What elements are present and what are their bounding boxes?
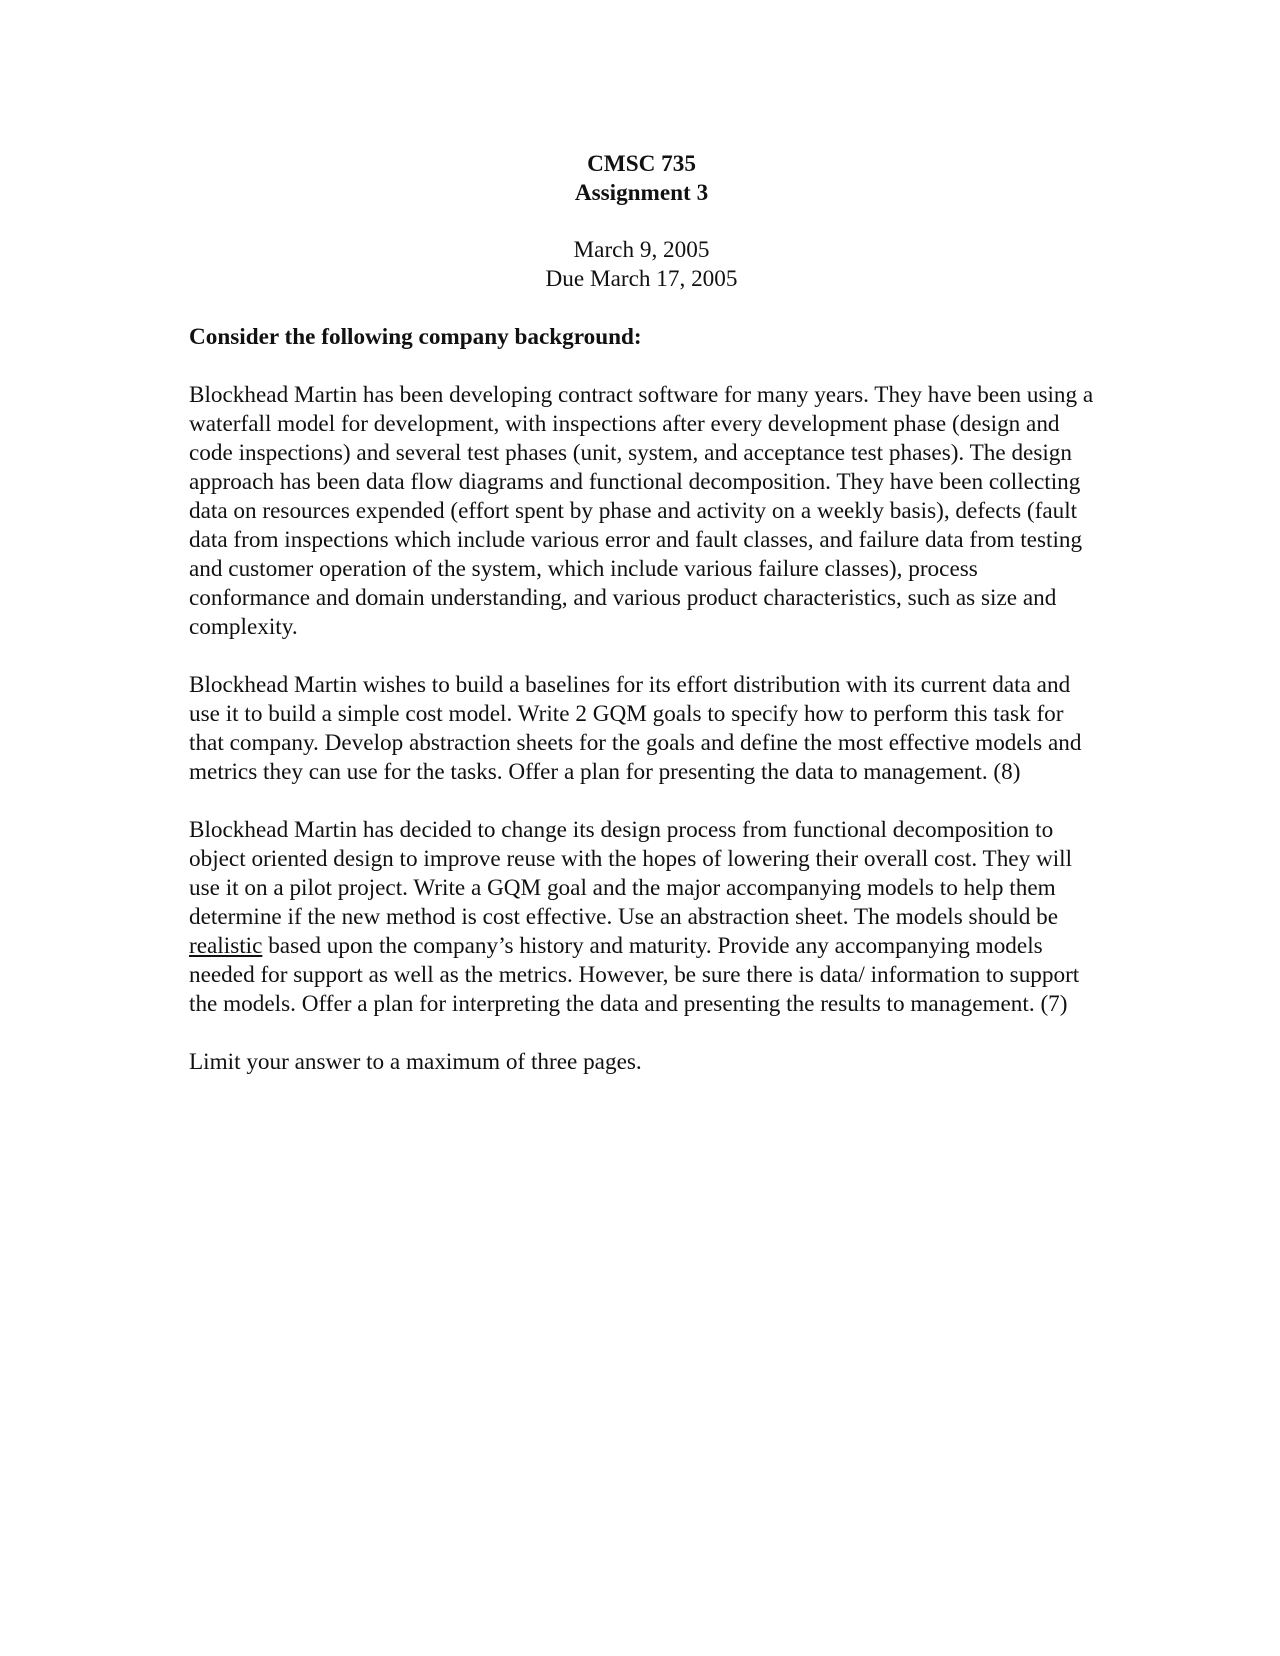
paragraph-task-2-text-after: based upon the company’s history and maturity. Provide any accompanying models needed for support as well as the metrics. However, be sure there is data/ information to support the models. Offer a plan for interpreting the data and presenting the results to management. (7) bbox=[189, 933, 1080, 1017]
paragraph-task-2-text-before: Blockhead Martin has decided to change its design process from functional decomposition to object oriented design to improve reuse with the hopes of lowering their overall cost. They will use it on a pilot project. Write a GQM goal and the major accompanying models to help them determine if the new method is cost effective. Use an abstraction sheet. The models should be bbox=[189, 817, 1073, 930]
paragraph-limit: Limit your answer to a maximum of three pages. bbox=[189, 1049, 642, 1075]
paragraph-task-2 bbox=[189, 816, 1094, 1019]
date-block bbox=[189, 236, 1094, 294]
title-block bbox=[189, 150, 1094, 208]
paragraph-task-1: Blockhead Martin wishes to build a baselines for its effort distribution with its current data and use it to build a simple cost model. Write 2 GQM goals to specify how to perform this task for that company. Develop abstraction sheets for the goals and define the most effective models and metrics they can use for the tasks. Offer a plan for presenting the data to management. (8) bbox=[189, 672, 1082, 785]
course-title: CMSC 735 bbox=[587, 151, 696, 177]
due-date: Due March 17, 2005 bbox=[545, 266, 738, 292]
section-heading: Consider the following company background: bbox=[189, 324, 642, 350]
document-body bbox=[189, 150, 1094, 1077]
paragraph-background: Blockhead Martin has been developing contract software for many years. They have been using a waterfall model for development, with inspections after every development phase (design and code inspections) and several test phases (unit, system, and acceptance test phases). The design approach has been data flow diagrams and functional decomposition. They have been collecting data on resources expended (effort spent by phase and activity on a weekly basis), defects (fault data from inspections which include various error and fault classes, and failure data from testing and customer operation of the system, which include various failure classes), process conformance and domain understanding, and various product characteristics, such as size and complexity. bbox=[189, 382, 1094, 640]
assignment-title: Assignment 3 bbox=[574, 180, 709, 206]
underlined-word: realistic bbox=[189, 933, 263, 959]
issue-date: March 9, 2005 bbox=[573, 237, 710, 263]
